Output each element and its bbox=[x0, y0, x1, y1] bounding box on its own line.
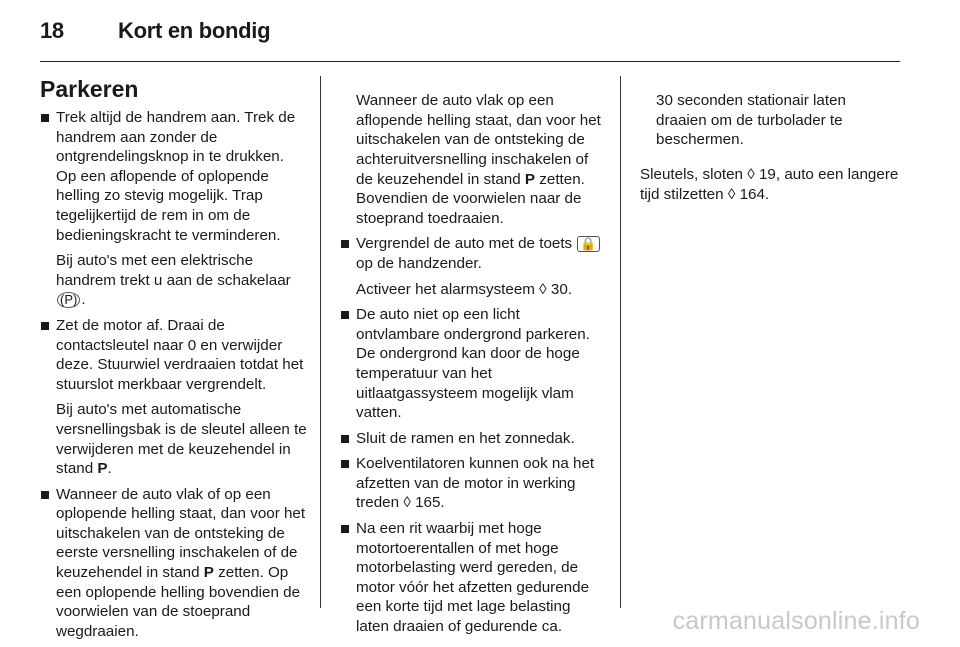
page-ref-icon: ◊ bbox=[727, 185, 736, 203]
continued-paragraph: 30 seconden stationair laten draaien om de turbolader te beschermen. bbox=[656, 92, 846, 149]
column-2 bbox=[340, 76, 606, 643]
list-item-subtext bbox=[356, 280, 606, 300]
page-number: 18 bbox=[40, 18, 64, 43]
list-item bbox=[340, 519, 606, 637]
column-3 bbox=[640, 76, 900, 210]
page-ref-icon: ◊ bbox=[403, 494, 411, 512]
list-item-subtext: Bij auto's met automatische versnellingsbak is de sleutel alleen te verwijderen met de keuzehendel in stand P. bbox=[56, 401, 307, 478]
page-ref[interactable]: 19, auto een langere tijd stilzetten bbox=[640, 166, 899, 203]
text-part: zetten. Op een oplopende helling bovendien de voorwielen van de stoeprand wegdraaien. bbox=[56, 564, 301, 640]
text-part: Vergrendel de auto met de toets bbox=[356, 235, 573, 253]
page-ref-icon: ◊ bbox=[747, 166, 755, 184]
subtext: Bij auto's met een elektrische handrem trekt u aan de schakelaar bbox=[56, 252, 291, 289]
text-part: Wanneer de auto vlak op een aflopende helling staat, dan voor het uitschakelen van de ontsteking de achteruitversnelling inschakelen of de keuzehendel in stand bbox=[356, 92, 601, 188]
column-divider bbox=[320, 76, 321, 608]
lock-icon: 🔒 bbox=[577, 236, 599, 252]
page-ref[interactable]: 30. bbox=[550, 280, 573, 298]
list-item bbox=[40, 316, 308, 479]
list-item bbox=[40, 108, 308, 310]
page-header bbox=[40, 18, 270, 48]
column-1 bbox=[40, 76, 308, 647]
subtext: Bij auto's met automatische versnellingsbak is de sleutel alleen te verwijderen met de keuzehendel in stand bbox=[56, 401, 307, 478]
list-item-text: Zet de motor af. Draai de contactsleutel naar 0 en verwijder deze. Stuurwiel verdraaien totdat het stuurslot merkbaar vergrendelt. bbox=[56, 316, 304, 393]
list-item bbox=[340, 454, 606, 513]
list-item bbox=[340, 429, 606, 449]
list-item bbox=[340, 234, 606, 299]
list-item-text: De auto niet op een licht ontvlambare ondergrond parkeren. De ondergrond kan door de hoge temperatuur van het uitlaatgassysteem mogelijk vlam vatten. bbox=[356, 306, 590, 422]
continued-paragraph bbox=[340, 91, 606, 228]
header-rule bbox=[40, 61, 900, 62]
page-ref[interactable]: 165. bbox=[415, 494, 445, 512]
list-item-text bbox=[56, 485, 308, 642]
page-ref-icon: ◊ bbox=[539, 280, 547, 298]
text-part: Koelventilatoren kunnen ook na het afzetten van de motor in werking treden bbox=[356, 455, 595, 512]
parking-brake-icon: (P) bbox=[57, 292, 80, 308]
page-title: Kort en bondig bbox=[118, 18, 271, 43]
page-ref[interactable]: 164. bbox=[739, 185, 770, 203]
cross-reference-paragraph bbox=[640, 165, 900, 204]
list-item-text: Trek altijd de handrem aan. Trek de handrem aan zonder de ontgrendelingsknop in te drukken. Op een aflopende of oplopende helling zo stevig mogelijk. Trap tegelijkertijd de rem in om de bedieningskracht te verminderen. bbox=[56, 109, 296, 244]
text-part: Sleutels, sloten bbox=[640, 166, 743, 184]
gear-position: P bbox=[203, 564, 214, 582]
list-item-text: Sluit de ramen en het zonnedak. bbox=[356, 429, 575, 447]
text-part: Wanneer de auto vlak of op een oplopende helling staat, dan voor het uitschakelen van de ontsteking de eerste versnelling inschakelen of de keuzehendel in stand bbox=[56, 485, 306, 582]
section-title: Parkeren bbox=[40, 76, 139, 102]
text-part: zetten. Bovendien de voorwielen naar de stoeprand toedraaien. bbox=[356, 170, 585, 227]
list-item-text bbox=[356, 454, 606, 513]
text-part: Activeer het alarmsysteem bbox=[356, 280, 535, 298]
column-divider bbox=[620, 76, 621, 608]
text-part: op de handzender. bbox=[356, 254, 482, 272]
gear-position: P bbox=[524, 170, 536, 188]
list-item bbox=[40, 485, 308, 642]
watermark: carmanualsonline.info bbox=[672, 607, 920, 635]
list-item-text: Na een rit waarbij met hoge motortoerentallen of met hoge motorbelasting werd gereden, de motor vóór het afzetten gedurende een korte tijd met lage belasting laten draaien of gedurende ca. bbox=[356, 520, 590, 636]
list-item-text bbox=[356, 234, 606, 273]
gear-position: P bbox=[97, 460, 108, 478]
list-item bbox=[340, 305, 606, 423]
list-item-subtext: Bij auto's met een elektrische handrem trekt u aan de schakelaar (P) . bbox=[56, 252, 291, 309]
